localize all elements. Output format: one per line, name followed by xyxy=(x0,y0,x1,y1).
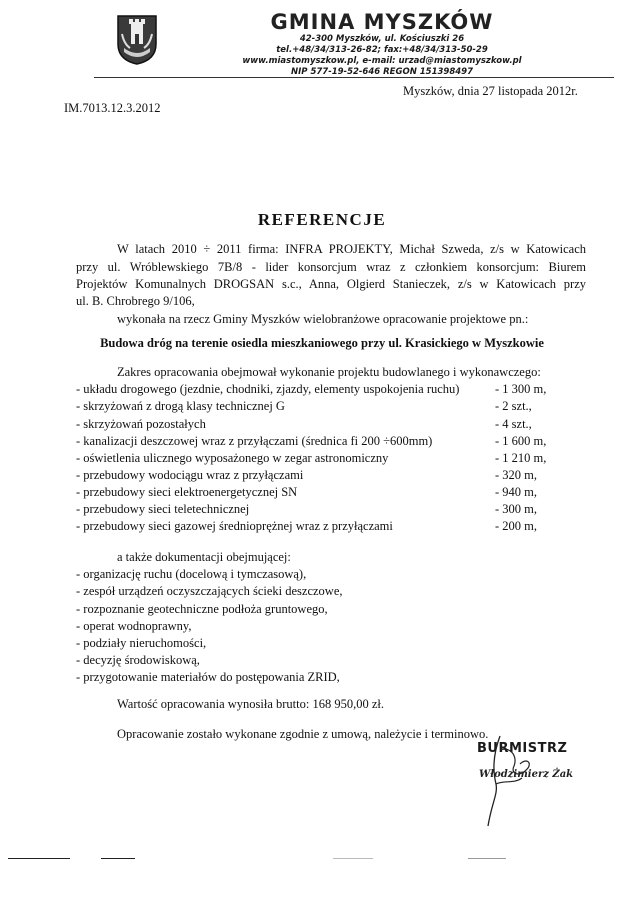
scope-item-value: - 940 m, xyxy=(495,485,538,499)
scope-lead: Zakres opracowania obejmował wykonanie projektu budowlanego i wykonawczego: xyxy=(117,365,541,379)
project-title: Budowa dróg na terenie osiedla mieszkaniowego przy ul. Krasickiego w Myszkowie xyxy=(100,336,544,350)
place-date: Myszków, dnia 27 listopada 2012r. xyxy=(403,84,578,98)
scope-item-label: - przebudowy wodociągu wraz z przyłączami xyxy=(76,468,304,482)
scope-item-value: - 320 m, xyxy=(495,468,538,482)
scope-item-label: - przebudowy sieci gazowej średnioprężnej wraz z przyłączami xyxy=(76,519,393,533)
stamp-name: Włodzimierz Żak xyxy=(479,769,574,780)
scope-item-value: - 200 m, xyxy=(495,519,538,533)
intro-line-1: W latach 2010 ÷ 2011 firma: INFRA PROJEKTY, Michał Szweda, z/s w Katowicach xyxy=(117,242,586,256)
docs-item: - podziały nieruchomości, xyxy=(76,636,207,650)
org-web-email: www.miastomyszkow.pl, e-mail: urzad@miastomyszkow.pl xyxy=(242,56,522,66)
scope-item-label: - przebudowy sieci elektroenergetycznej SN xyxy=(76,485,298,499)
scan-mark xyxy=(8,858,70,859)
scope-item-label: - układu drogowego (jezdnie, chodniki, zjazdy, elementy uspokojenia ruchu) xyxy=(76,382,460,396)
document-title: REFERENCJE xyxy=(257,210,387,229)
scope-item-label: - skrzyżowań z drogą klasy technicznej G xyxy=(76,399,285,413)
docs-item: - przygotowanie materiałów do postępowania ZRID, xyxy=(76,670,340,684)
scope-item-value: - 300 m, xyxy=(495,502,538,516)
scope-item-value: - 2 szt., xyxy=(495,399,532,413)
intro-line-3: Projektów Komunalnych DROGSAN s.c., Anna, Olgierd Stanieczek, z/s w Katowicach przy xyxy=(76,277,586,291)
scope-item-value: - 4 szt., xyxy=(495,417,532,431)
org-name: GMINA MYSZKÓW xyxy=(270,10,494,34)
reference-number: IM.7013.12.3.2012 xyxy=(64,101,161,115)
docs-item: - rozpoznanie geotechniczne podłoża gruntowego, xyxy=(76,602,328,616)
scan-mark xyxy=(468,858,506,859)
scan-mark xyxy=(333,858,373,859)
docs-item: - organizację ruchu (docelową i tymczasową), xyxy=(76,567,307,581)
docs-item: - decyzję środowiskową, xyxy=(76,653,200,667)
stamp-title: BURMISTRZ xyxy=(477,741,568,756)
docs-item: - operat wodnoprawny, xyxy=(76,619,192,633)
intro-line-2: przy ul. Wróblewskiego 7B/8 - lider konsorcjum wraz z członkiem konsorcjum: Biurem xyxy=(76,260,586,274)
scope-item-label: - skrzyżowań pozostałych xyxy=(76,417,206,431)
scope-item-label: - oświetlenia ulicznego wyposażonego w zegar astronomiczny xyxy=(76,451,389,465)
intro-line-4: ul. B. Chrobrego 9/106, xyxy=(76,294,195,308)
docs-lead: a także dokumentacji obejmującej: xyxy=(117,550,291,564)
intro-line-5: wykonała na rzecz Gminy Myszków wielobranżowe opracowanie projektowe pn.: xyxy=(117,312,529,326)
docs-item: - zespół urządzeń oczyszczających ścieki deszczowe, xyxy=(76,584,343,598)
org-nip-regon: NIP 577-19-52-646 REGON 151398497 xyxy=(290,67,473,77)
coat-of-arms-logo xyxy=(116,14,158,66)
scope-item-label: - kanalizacji deszczowej wraz z przyłączami (średnica fi 200 ÷600mm) xyxy=(76,434,433,448)
org-phone-fax: tel.+48/34/313-26-82; fax:+48/34/313-50-29 xyxy=(276,45,488,55)
handwritten-signature xyxy=(470,732,550,828)
scan-mark xyxy=(101,858,135,859)
scope-item-value: - 1 210 m, xyxy=(495,451,547,465)
scope-item-label: - przebudowy sieci teletechnicznej xyxy=(76,502,250,516)
closing-statement: Opracowanie zostało wykonane zgodnie z umową, należycie i terminowo. xyxy=(117,727,489,741)
contract-value: Wartość opracowania wynosiła brutto: 168 950,00 zł. xyxy=(117,697,384,711)
header-divider xyxy=(94,77,614,78)
scope-item-value: - 1 600 m, xyxy=(495,434,547,448)
org-address: 42-300 Myszków, ul. Kościuszki 26 xyxy=(299,34,465,44)
scope-item-value: - 1 300 m, xyxy=(495,382,547,396)
